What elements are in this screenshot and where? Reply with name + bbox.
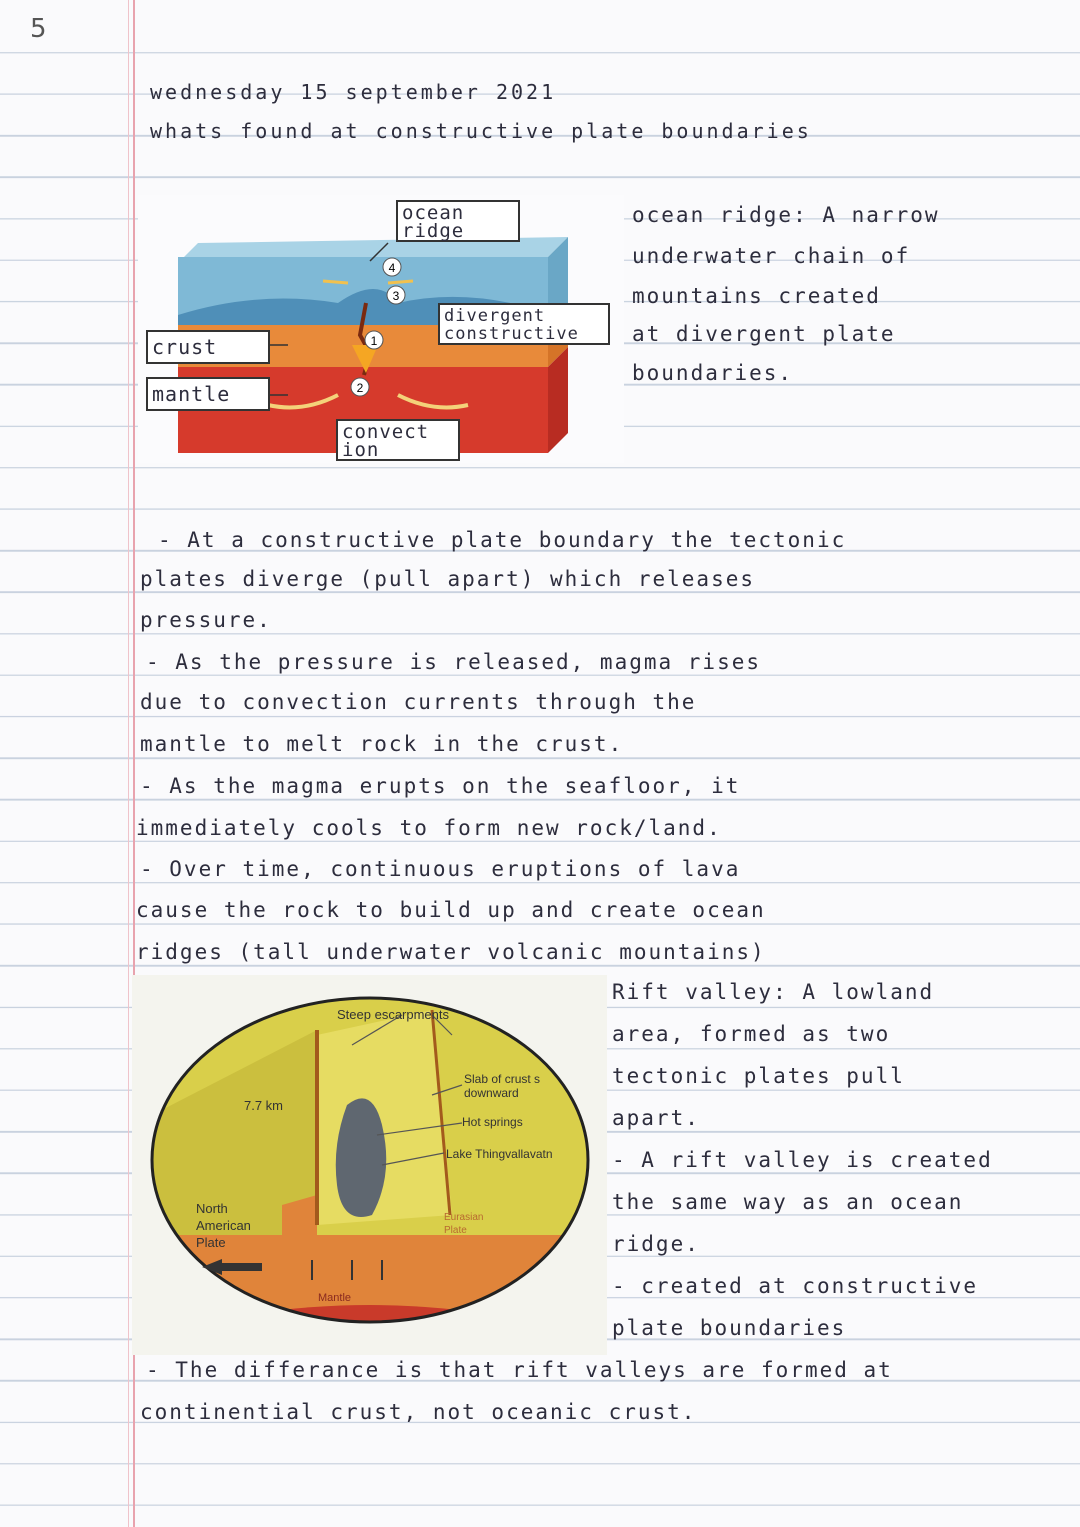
margin-line-faint	[128, 0, 129, 1527]
ocean-ridge-def-line: ocean ridge: A narrow	[632, 203, 940, 227]
note-line: - Over time, continuous eruptions of lava	[140, 857, 741, 881]
note-line: - As the pressure is released, magma rises	[146, 650, 762, 674]
lake-shape	[336, 1098, 386, 1217]
note-line: cause the rock to build up and create ocean	[136, 898, 766, 922]
convection-label: convect ion	[336, 419, 460, 461]
plate-label-3: Plate	[196, 1235, 226, 1250]
page-title: whats found at constructive plate boundaries	[150, 119, 812, 143]
mantle-label: mantle	[146, 377, 270, 411]
svg-text:3: 3	[392, 289, 400, 303]
date-heading: wednesday 15 september 2021	[150, 80, 557, 104]
slab-label-2: downward	[464, 1086, 519, 1100]
divergent-label: divergent constructive	[438, 303, 610, 345]
note-line: - As the magma erupts on the seafloor, it	[140, 774, 741, 798]
marker-1	[365, 331, 383, 349]
ocean-ridge-def-line: at divergent plate	[632, 322, 896, 346]
rift-def-line: tectonic plates pull	[612, 1064, 905, 1088]
mantle-area	[152, 1305, 588, 1355]
rift-def-line: plate boundaries	[612, 1316, 847, 1340]
ocean-ridge-def-line: boundaries.	[632, 361, 794, 385]
marker-3	[387, 286, 405, 304]
marker-2	[351, 378, 369, 396]
ocean-ridge-def-line: underwater chain of	[632, 244, 911, 268]
note-line: immediately cools to form new rock/land.	[136, 816, 722, 840]
rift-def-line: the same way as an ocean	[612, 1190, 964, 1214]
rift-def-line: apart.	[612, 1106, 700, 1130]
note-line: ridges (tall underwater volcanic mountains)	[136, 940, 766, 964]
plate-label-2: American	[196, 1218, 251, 1233]
diverge-arrow-left	[323, 281, 348, 283]
slab-label-1: Slab of crust s	[464, 1072, 541, 1086]
crust-slab	[132, 1235, 607, 1355]
note-line: plates diverge (pull apart) which releases	[140, 567, 756, 591]
ocean-ridge-def-line: mountains created	[632, 284, 881, 308]
width-label: 7.7 km	[244, 1098, 284, 1113]
eurasian-label-2: Plate	[444, 1225, 467, 1236]
page-number: 5	[30, 14, 47, 44]
rift-def-line: ridge.	[612, 1232, 700, 1256]
note-line: pressure.	[140, 608, 272, 632]
rift-valley-diagram	[132, 975, 607, 1355]
svg-text:4: 4	[388, 261, 396, 275]
note-line: due to convection currents through the	[140, 690, 697, 714]
note-line: mantle to melt rock in the crust.	[140, 732, 624, 756]
rift-def-line: Rift valley: A lowland	[612, 980, 935, 1004]
rift-def-line: - A rift valley is created	[612, 1148, 993, 1172]
svg-text:2: 2	[356, 381, 364, 395]
crust-label: crust	[146, 330, 270, 364]
mantle-label-2: Mantle	[318, 1292, 352, 1304]
valley-floor	[317, 1010, 452, 1225]
springs-label: Hot springs	[462, 1115, 523, 1129]
svg-text:1: 1	[370, 334, 378, 348]
rift-def-line: - created at constructive	[612, 1274, 979, 1298]
escarpment-label: Steep escarpments	[337, 1007, 450, 1022]
plate-label-1: North	[196, 1201, 228, 1216]
note-line: - At a constructive plate boundary the tectonic	[158, 528, 847, 552]
rift-valley-diagram-art	[132, 975, 607, 1355]
closing-line: continential crust, not oceanic crust.	[140, 1400, 697, 1424]
lake-label: Lake Thingvallavatn	[446, 1147, 553, 1161]
rift-def-line: area, formed as two	[612, 1022, 891, 1046]
eurasian-label-1: Eurasian	[444, 1212, 484, 1223]
diverge-arrow-right	[388, 281, 413, 283]
closing-line: - The differance is that rift valleys are formed at	[146, 1358, 893, 1382]
ocean-ridge-diagram	[138, 195, 624, 463]
ocean-ridge-label: ocean ridge	[396, 200, 520, 242]
marker-4	[383, 258, 401, 276]
